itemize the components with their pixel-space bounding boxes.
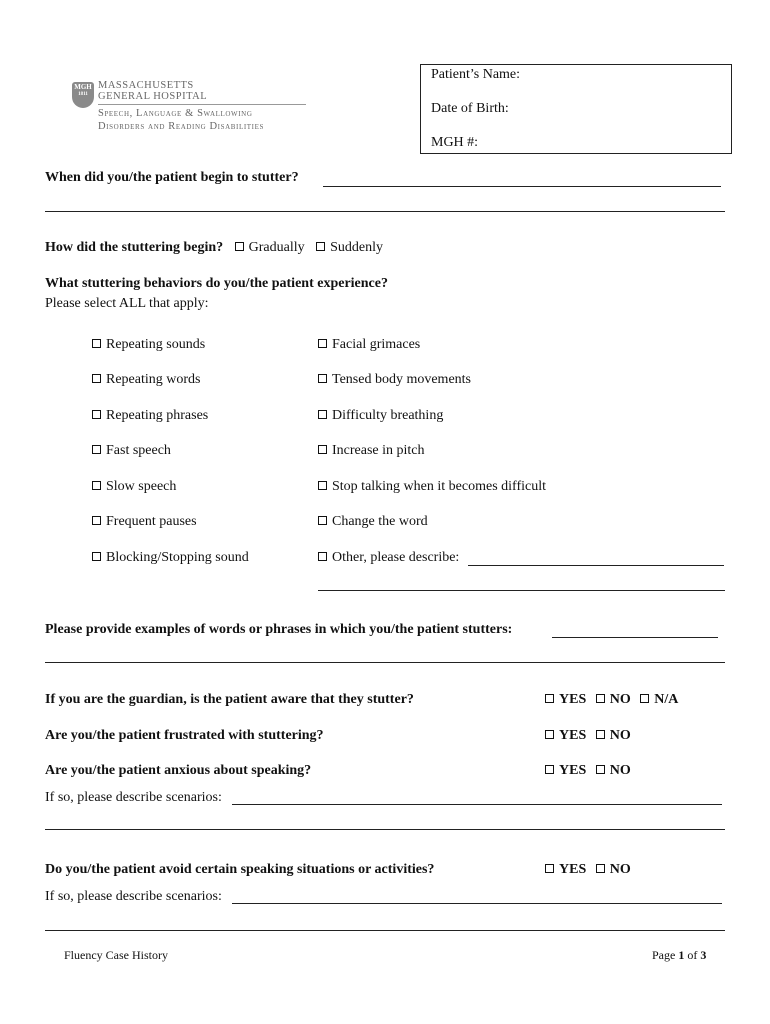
behavior-option-label: Slow speech <box>106 479 177 494</box>
other-describe-line-2[interactable] <box>318 590 725 591</box>
footer-title: Fluency Case History <box>64 948 168 962</box>
logo-line-4: Disorders and Reading Disabilities <box>98 121 264 132</box>
anxious-no[interactable]: NO <box>596 763 631 778</box>
checkbox-icon[interactable] <box>545 694 554 703</box>
begin-stutter-answer-line-2[interactable] <box>45 211 725 212</box>
behavior-option-label: Stop talking when it becomes difficult <box>332 479 546 494</box>
avoid-question: Do you/the patient avoid certain speaking situations or activities? <box>45 862 435 877</box>
behavior-option[interactable] <box>318 479 546 495</box>
checkbox-icon[interactable] <box>318 410 327 419</box>
logo-line-2: GENERAL HOSPITAL <box>98 91 208 102</box>
anxious-yes[interactable]: YES <box>545 763 586 778</box>
frustrated-yes[interactable]: YES <box>545 728 586 743</box>
behavior-option-label: Difficulty breathing <box>332 408 444 423</box>
checkbox-icon[interactable] <box>92 481 101 490</box>
behavior-option-label: Repeating phrases <box>106 408 209 423</box>
checkbox-icon[interactable] <box>596 765 605 774</box>
avoid-describe-line[interactable] <box>232 903 722 904</box>
behavior-option-label: Fast speech <box>106 443 171 458</box>
anxious-describe-line-2[interactable] <box>45 829 725 830</box>
checkbox-icon[interactable] <box>640 694 649 703</box>
date-of-birth-label: Date of Birth: <box>431 101 509 116</box>
behavior-option-label: Tensed body movements <box>332 372 471 387</box>
behavior-option[interactable] <box>318 443 425 459</box>
anxious-followup: If so, please describe scenarios: <box>45 790 222 805</box>
behavior-option-label: Change the word <box>332 514 428 529</box>
begin-stutter-answer-line[interactable] <box>323 186 721 187</box>
page-number: Page 1 of 3 <box>652 948 707 962</box>
behaviors-question: What stuttering behaviors do you/the patient experience? <box>45 276 388 291</box>
patient-name-label: Patient’s Name: <box>431 67 521 82</box>
behavior-option[interactable] <box>92 443 171 459</box>
checkbox-icon[interactable] <box>92 516 101 525</box>
logo-line-3: Speech, Language & Swallowing <box>98 108 253 119</box>
checkbox-icon[interactable] <box>596 864 605 873</box>
behavior-option[interactable] <box>318 372 471 388</box>
behavior-option[interactable] <box>318 408 443 424</box>
checkbox-icon[interactable] <box>235 242 244 251</box>
how-begin-label: How did the stuttering begin? <box>45 240 224 255</box>
footer-divider <box>45 930 725 931</box>
behavior-option-label: Other, please describe: <box>332 550 460 565</box>
behavior-option-label: Facial grimaces <box>332 337 421 352</box>
avoid-yes[interactable]: YES <box>545 862 586 877</box>
behavior-option[interactable] <box>92 479 176 495</box>
checkbox-icon[interactable] <box>318 374 327 383</box>
mgh-seal-logo: MGH 1811 <box>72 82 94 108</box>
aware-yes[interactable]: YES <box>545 692 586 707</box>
behavior-option-label: Repeating sounds <box>106 337 206 352</box>
checkbox-icon[interactable] <box>92 552 101 561</box>
logo-divider <box>98 104 306 105</box>
checkbox-icon[interactable] <box>318 552 327 561</box>
checkbox-icon[interactable] <box>318 339 327 348</box>
examples-answer-line[interactable] <box>552 637 718 638</box>
behavior-option[interactable] <box>92 514 197 530</box>
anxious-options <box>545 763 637 779</box>
behaviors-instruction: Please select ALL that apply: <box>45 296 209 311</box>
frustrated-options <box>545 728 637 744</box>
aware-question: If you are the guardian, is the patient aware that they stutter? <box>45 692 414 707</box>
anxious-describe-line[interactable] <box>232 804 722 805</box>
behavior-option[interactable] <box>92 408 208 424</box>
frustrated-question: Are you/the patient frustrated with stuttering? <box>45 728 324 743</box>
logo-line-1: MASSACHUSETTS <box>98 80 194 91</box>
mgh-number-label: MGH #: <box>431 135 479 150</box>
checkbox-icon[interactable] <box>92 374 101 383</box>
frustrated-no[interactable]: NO <box>596 728 631 743</box>
behavior-option[interactable] <box>318 550 459 566</box>
avoid-options <box>545 862 637 878</box>
option-gradually[interactable]: Gradually <box>235 240 305 255</box>
anxious-question: Are you/the patient anxious about speaking? <box>45 763 312 778</box>
checkbox-icon[interactable] <box>596 694 605 703</box>
behavior-option[interactable] <box>318 514 428 530</box>
behavior-option-label: Increase in pitch <box>332 443 425 458</box>
checkbox-icon[interactable] <box>318 481 327 490</box>
checkbox-icon[interactable] <box>545 765 554 774</box>
behavior-option[interactable] <box>92 337 205 353</box>
checkbox-icon[interactable] <box>318 516 327 525</box>
checkbox-icon[interactable] <box>92 410 101 419</box>
behavior-option-label: Repeating words <box>106 372 201 387</box>
option-suddenly[interactable]: Suddenly <box>316 240 383 255</box>
aware-na[interactable]: N/A <box>640 692 678 707</box>
behavior-option[interactable] <box>318 337 420 353</box>
examples-question: Please provide examples of words or phrases in which you/the patient stutters: <box>45 622 513 637</box>
behavior-option-label: Blocking/Stopping sound <box>106 550 249 565</box>
checkbox-icon[interactable] <box>596 730 605 739</box>
how-begin-question <box>45 240 383 256</box>
checkbox-icon[interactable] <box>316 242 325 251</box>
begin-stutter-question: When did you/the patient begin to stutter? <box>45 170 299 185</box>
examples-answer-line-2[interactable] <box>45 662 725 663</box>
checkbox-icon[interactable] <box>318 445 327 454</box>
checkbox-icon[interactable] <box>92 339 101 348</box>
other-describe-line[interactable] <box>468 565 724 566</box>
checkbox-icon[interactable] <box>92 445 101 454</box>
aware-options <box>545 692 684 708</box>
avoid-followup: If so, please describe scenarios: <box>45 889 222 904</box>
checkbox-icon[interactable] <box>545 730 554 739</box>
checkbox-icon[interactable] <box>545 864 554 873</box>
behavior-option[interactable] <box>92 372 200 388</box>
patient-info-box <box>420 64 732 154</box>
behavior-option-label: Frequent pauses <box>106 514 197 529</box>
aware-no[interactable]: NO <box>596 692 631 707</box>
avoid-no[interactable]: NO <box>596 862 631 877</box>
behavior-option[interactable] <box>92 550 249 566</box>
